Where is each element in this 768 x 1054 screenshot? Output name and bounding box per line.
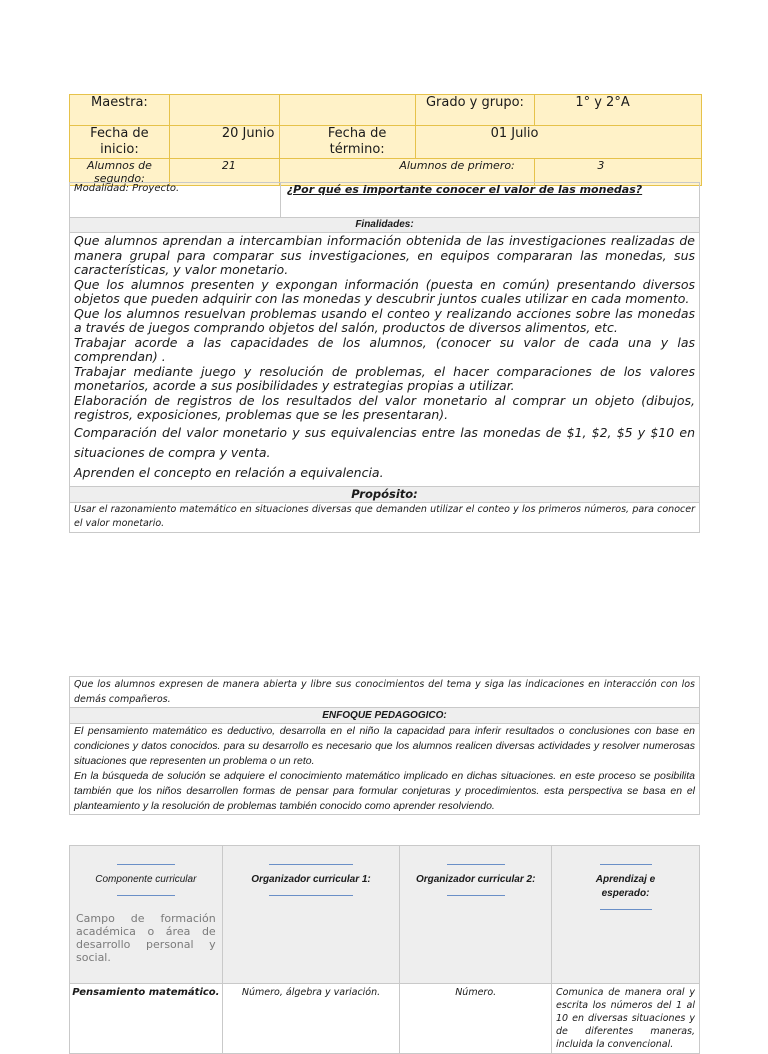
- col-organizador-2-header: Organizador curricular 2:: [415, 874, 536, 885]
- col-organizador-2: [400, 846, 552, 984]
- col-organizador-1: [222, 846, 400, 984]
- enfoque-paragraph: El pensamiento matemático es deductivo, desarrolla en el niño la capacidad para inferir resultados o conclusiones con base en condiciones y datos conocidos. para su desarrollo es necesario que los alumnos realicen diversas actividades y resolver numerosas situaciones que representen un problema o un reto.: [74, 725, 695, 767]
- alumnos-primero-label: Alumnos de primero:: [279, 159, 535, 186]
- fecha-termino-label: Fecha de término:: [279, 126, 415, 159]
- grado-label: Grado y grupo:: [415, 95, 535, 126]
- finalidad-item: Trabajar mediante juego y resolución de problemas, el hacer comparaciones de los valores monetarios, acorde a sus posibilidades y estrategias propias a utilizar.: [74, 363, 695, 393]
- finalidad-item: Que alumnos aprendan a intercambian información obtenida de las investigaciones realizadas de manera grupal para comparar sus investigaciones, en equipos compararan las monedas, sus características, y valor monetario.: [74, 233, 695, 277]
- enfoque-body: [70, 724, 700, 815]
- maestra-label: Maestra:: [70, 95, 170, 126]
- grado-value: 1° y 2°A: [535, 95, 702, 126]
- row-organizador-2: Número.: [400, 984, 552, 1054]
- alumnos-primero-value: 3: [535, 159, 702, 186]
- row-campo: Pensamiento matemático.: [70, 984, 223, 1054]
- modalidad: Modalidad: Proyecto.: [70, 183, 281, 218]
- finalidad-item: Elaboración de registros de los resultados del valor monetario al comprar un objeto (dibujos, registros, exposiciones, problemas que se les presentaran).: [74, 392, 695, 422]
- fecha-inicio-label: Fecha de inicio:: [70, 126, 170, 159]
- finalidad-item: Comparación del valor monetario y sus equivalencias entre las monedas de $1, $2, $5 y $10 en situaciones de compra y venta.: [74, 424, 695, 460]
- enfoque-title: ENFOQUE PEDAGOGICO:: [70, 708, 700, 724]
- col-organizador-1-header: Organizador curricular 1:: [251, 874, 371, 885]
- alumnos-segundo-label: Alumnos de segundo:: [70, 159, 170, 186]
- enfoque-paragraph: En la búsqueda de solución se adquiere el conocimiento matemático implicado en dichas situaciones. en este proceso se posibilita también que los niños desarrollen formas de pensar para formular conjeturas y procedimientos. esta perspectiva se basa en el planteamiento y la resolución de problemas también conocido como aprender resolviendo.: [74, 770, 695, 812]
- proposito-body: Usar el razonamiento matemático en situaciones diversas que demanden utilizar el conteo y los primeros números, para conocer el valor monetario.: [70, 502, 700, 532]
- page2-intro: Que los alumnos expresen de manera abierta y libre sus conocimientos del tema y siga las indicaciones en interacción con los demás compañeros.: [70, 677, 700, 708]
- row-aprendizaje: Comunica de manera oral y escrita los números del 1 al 10 en diversas situaciones y de diferentes maneras, incluida la convencional.: [552, 984, 700, 1054]
- col-componente-header: Componente curricular: [95, 874, 197, 885]
- fecha-inicio-value: 20 Junio: [169, 126, 279, 159]
- finalidad-item: Aprenden el concepto en relación a equivalencia.: [74, 464, 384, 480]
- maestra-value[interactable]: [169, 95, 279, 126]
- col-componente: [70, 846, 223, 984]
- finalidad-item: Que los alumnos presenten y expongan información (puesta en común) presentando diversos objetos que pueden adquirir con las monedas y descubrir juntos cuales utilizar en cada momento.: [74, 276, 695, 306]
- col-componente-sub: Campo de formación académica o área de desarrollo personal y social.: [76, 912, 216, 964]
- curricular-grid: [69, 845, 700, 1054]
- finalidad-item: Trabajar acorde a las capacidades de los alumnos, (conocer su valor de cada una y las comprendan) .: [74, 334, 695, 364]
- alumnos-segundo-value: 21: [169, 159, 279, 186]
- fecha-termino-value: 01 Julio: [415, 126, 701, 159]
- main-table: [69, 182, 700, 533]
- proposito-title: Propósito:: [70, 486, 700, 502]
- finalidad-item: Que los alumnos resuelvan problemas usando el conteo y realizando acciones sobre las monedas a través de juegos comprando objetos del salón, productos de diversos alimentos, etc.: [74, 305, 695, 335]
- finalidades-body: [70, 233, 700, 487]
- col-aprendizaje-header: Aprendizaj e esperado:: [595, 874, 656, 899]
- page2-table: [69, 676, 700, 815]
- pregunta-generadora: ¿Por qué es importante conocer el valor de las monedas?: [280, 183, 699, 218]
- col-aprendizaje: [552, 846, 700, 984]
- header-table: [69, 94, 702, 186]
- finalidades-title: Finalidades:: [70, 218, 700, 233]
- row-organizador-1: Número, álgebra y variación.: [222, 984, 400, 1054]
